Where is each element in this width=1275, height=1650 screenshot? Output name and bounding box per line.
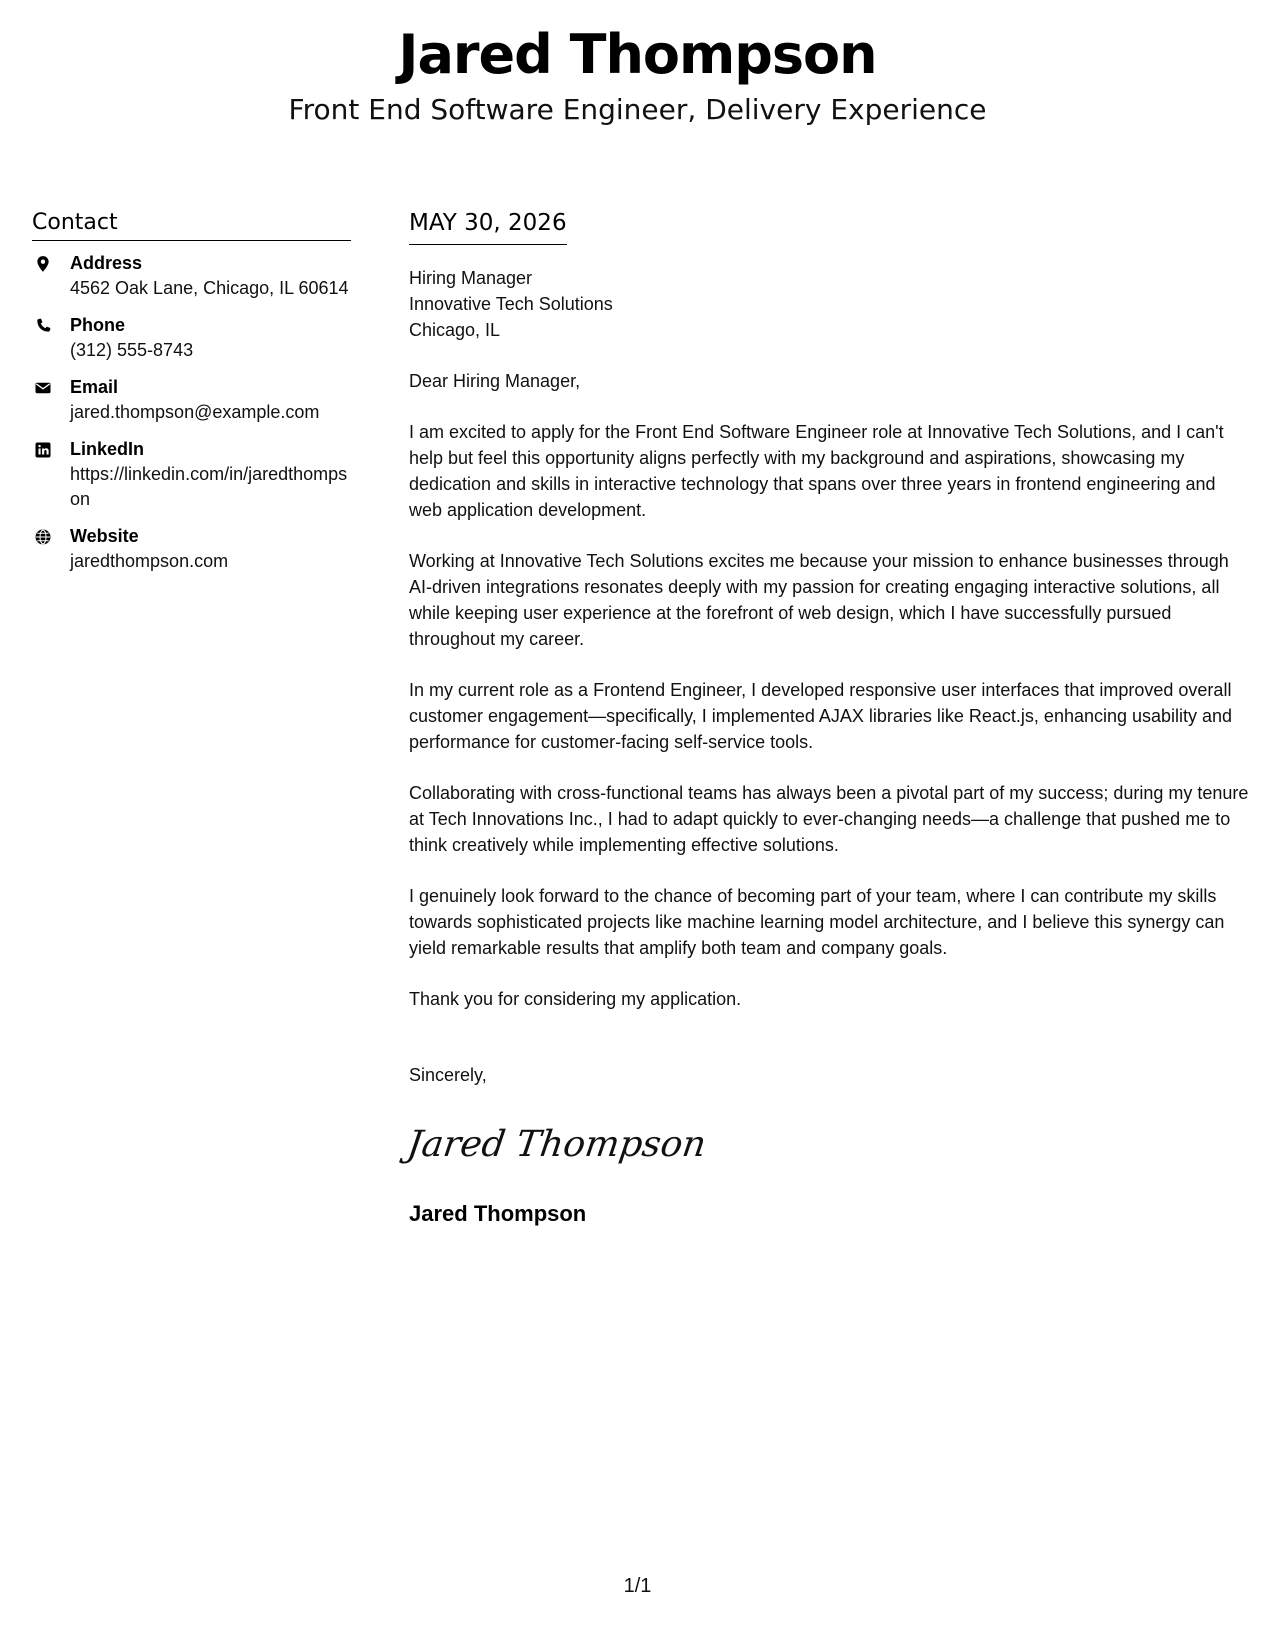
body-paragraph: Collaborating with cross-functional teams has always been a pivotal part of my success; during my tenure at Tech Innovations Inc., I had to adapt quickly to ever-changing needs—a challenge that pushed me to think creatively while implementing effective solutions. xyxy=(409,783,1249,855)
body-paragraph: I genuinely look forward to the chance of becoming part of your team, where I can contribute my skills towards sophisticated projects like machine learning model architecture, and I believe this synergy can yield remarkable results that amplify both team and company goals. xyxy=(409,886,1225,958)
recipient-block xyxy=(409,265,1249,343)
envelope-icon xyxy=(34,379,52,397)
contact-label-phone: Phone xyxy=(70,315,126,335)
contact-value-linkedin: https://linkedin.com/in/jaredthompson xyxy=(70,464,348,509)
contact-item-linkedin xyxy=(32,437,351,512)
letter-header xyxy=(0,20,1275,130)
contact-item-email xyxy=(32,375,351,425)
contact-value-website: jaredthompson.com xyxy=(70,551,229,571)
recipient-line: Innovative Tech Solutions xyxy=(409,294,613,314)
body-paragraph: Working at Innovative Tech Solutions excites me because your mission to enhance businesses through AI-driven integrations resonates deeply with my passion for creating engaging interactive solutions, all while keeping user experience at the forefront of web design, which I have successfully pursued throughout my career. xyxy=(409,551,1229,649)
contact-value-address: 4562 Oak Lane, Chicago, IL 60614 xyxy=(70,278,349,298)
recipient-line: Chicago, IL xyxy=(409,320,501,340)
contact-item-website xyxy=(32,524,351,574)
contact-sidebar xyxy=(32,208,351,586)
contact-label-website: Website xyxy=(70,526,139,546)
page-number: 1/1 xyxy=(623,1575,652,1597)
contact-item-phone xyxy=(32,313,351,363)
contact-label-address: Address xyxy=(70,253,143,273)
phone-icon xyxy=(34,317,52,335)
contact-item-address xyxy=(32,251,351,301)
contact-label-linkedin: LinkedIn xyxy=(70,439,145,459)
signer-name: Jared Thompson xyxy=(409,1201,587,1226)
salutation: Dear Hiring Manager, xyxy=(409,371,581,391)
contact-value-phone: (312) 555-8743 xyxy=(70,340,194,360)
contact-section-title: Contact xyxy=(32,208,351,241)
body-paragraph: Thank you for considering my application. xyxy=(409,989,742,1009)
linkedin-icon xyxy=(34,441,52,459)
contact-list xyxy=(32,251,351,574)
contact-value-email: jared.thompson@example.com xyxy=(70,402,320,422)
closing: Sincerely, xyxy=(409,1065,487,1085)
applicant-name: Jared Thompson xyxy=(398,23,877,86)
contact-label-email: Email xyxy=(70,377,119,397)
body-paragraph: In my current role as a Frontend Engineer, I developed responsive user interfaces that improved overall customer engagement—specifically, I implemented AJAX libraries like React.js, enhancing usability and performance for customer-facing self-service tools. xyxy=(409,680,1233,752)
job-title: Front End Software Engineer, Delivery Experience xyxy=(288,93,987,126)
globe-icon xyxy=(34,528,52,546)
letter-date: MAY 30, 2026 xyxy=(409,208,567,245)
svg-text:Jared Thompson: Jared Thompson xyxy=(404,1122,709,1165)
location-pin-icon xyxy=(34,255,52,273)
letter-body xyxy=(404,208,1249,1229)
recipient-line: Hiring Manager xyxy=(409,268,533,288)
body-paragraph: I am excited to apply for the Front End Software Engineer role at Innovative Tech Solutions, and I can't help but feel this opportunity aligns perfectly with my background and aspirations, showcasing my dedication and skills in interactive technology that spans over three years in frontend engineering and web application development. xyxy=(409,422,1224,520)
signature-image xyxy=(404,1106,709,1176)
